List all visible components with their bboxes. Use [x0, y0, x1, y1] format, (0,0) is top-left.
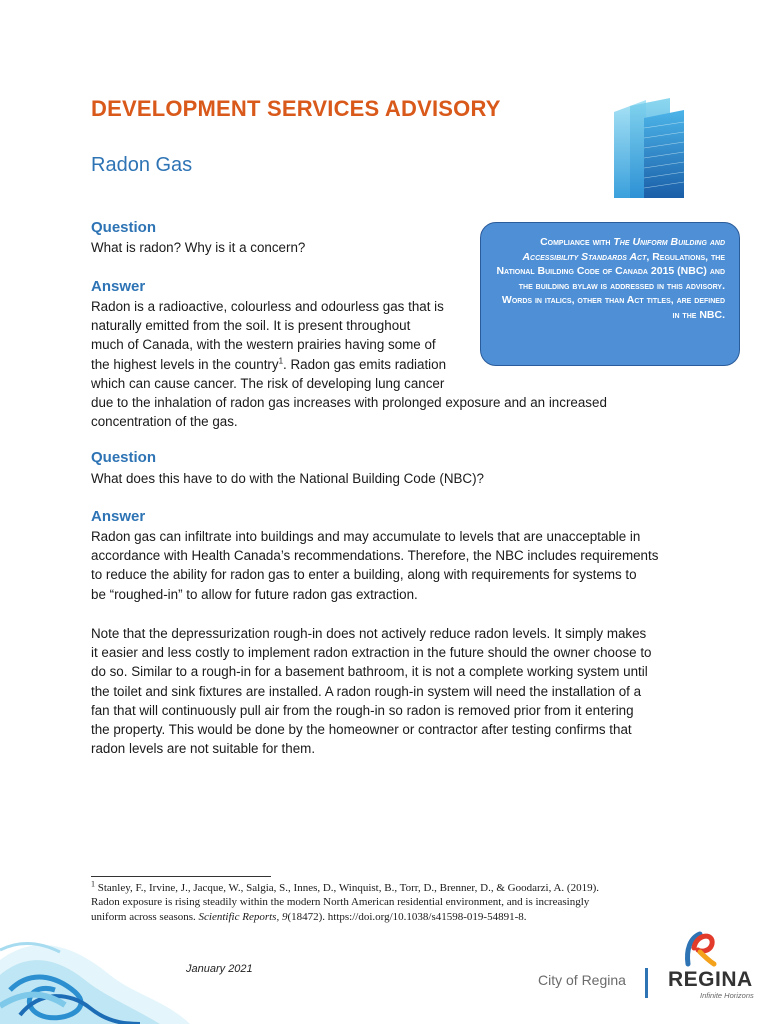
document-subtitle: Radon Gas [91, 154, 193, 176]
note-line: fan that will continuously pull air from the rough-in so radon is removed prior from it entering [91, 702, 634, 718]
answer-1-line: much of Canada, with the western prairies having some of [91, 337, 436, 353]
answer-1-line: concentration of the gas. [91, 414, 238, 430]
answer-1-line: due to the inhalation of radon gas increases with prolonged exposure and an increased [91, 395, 607, 411]
regina-r-logo-icon [678, 926, 720, 968]
note-line: it easier and less costly to implement radon extraction in the future should the owner choose to [91, 645, 652, 661]
answer-2-line: be “roughed-in” to allow for future radon gas extraction. [91, 586, 418, 602]
city-of-regina-text: City of Regina [538, 972, 626, 988]
answer-2-paragraph [91, 527, 658, 604]
note-line: the property. This would be done by the homeowner or contractor after testing confirms that [91, 722, 632, 738]
regina-tagline: Infinite Horizons [700, 991, 754, 1000]
answer-1-line: the highest levels in the country$^1$. Radon gas emits radiation [91, 356, 447, 372]
answer-1-paragraph [91, 297, 607, 431]
answer-1-line: Radon is a radioactive, colourless and odourless gas that is [91, 299, 444, 314]
answer-1-line: naturally emitted from the soil. It is present throughout [91, 318, 411, 334]
document-title: DEVELOPMENT SERVICES ADVISORY [91, 96, 501, 121]
note-line: radon levels are not suitable for them. [91, 741, 316, 757]
brand-divider [645, 968, 648, 998]
note-paragraph [91, 624, 652, 758]
issue-date: January 2021 [186, 963, 253, 975]
decorative-wave-graphic [0, 920, 190, 1024]
question-1-text: What is radon? Why is it a concern? [91, 240, 306, 255]
notice-text-part3: , Regulations, the National Building Code of Canada 2015 (NBC) and the building bylaw is addressed in this advisory. Words in italics, other than Act titles, are defined in the NBC. [496, 250, 725, 321]
notice-text-part1: Compliance with [540, 236, 614, 248]
note-line: Note that the depressurization rough-in does not actively reduce radon levels. It simply makes [91, 626, 647, 641]
footnote-marker: 1 [91, 879, 95, 889]
note-line: do so. Similar to a rough-in for a basement bathroom, it is not a complete working system until [91, 664, 648, 680]
question-1-heading: Question [91, 219, 157, 236]
notice-act-title: The Uniform Building and Accessibility Standards Act [522, 236, 725, 263]
building-logo-graphic [608, 98, 688, 200]
footnote-journal: Scientific Reports, 9 [198, 910, 288, 923]
footnote-reference[interactable]: 1 [278, 356, 284, 366]
regina-wordmark: REGINA [668, 968, 753, 991]
question-2-text: What does this have to do with the National Building Code (NBC)? [91, 471, 485, 486]
answer-2-line: Radon gas can infiltrate into buildings and may accumulate to levels that are unacceptable in [91, 529, 641, 544]
answer-1-line: which can cause cancer. The risk of developing lung cancer [91, 375, 445, 391]
note-line: the toilet and sink fixtures are installed. A radon rough-in system will need the installation of a [91, 683, 642, 699]
footnote-separator [91, 876, 271, 877]
answer-2-heading: Answer [91, 508, 146, 525]
footnote: $^1$ Stanley, F., Irvine, J., Jacque, W., Salgia, S., Innes, D., Winquist, B., Torr, D., Brenner, D., & Goodarzi, A. (2019). Radon exposure is rising steadily within the modern North American residential environment, and is increasingly uniform across seasons. Scientific Reports, 9(18472). https://doi.org/10.1038/s41598-019-54891-8. [91, 879, 599, 923]
answer-2-line: accordance with Health Canada’s recommendations. Therefore, the NBC includes requirements [91, 548, 659, 564]
answer-2-line: to reduce the ability for radon gas to enter a building, along with requirements for systems to [91, 567, 637, 583]
answer-1-heading: Answer [91, 278, 146, 295]
question-2-heading: Question [91, 449, 157, 466]
